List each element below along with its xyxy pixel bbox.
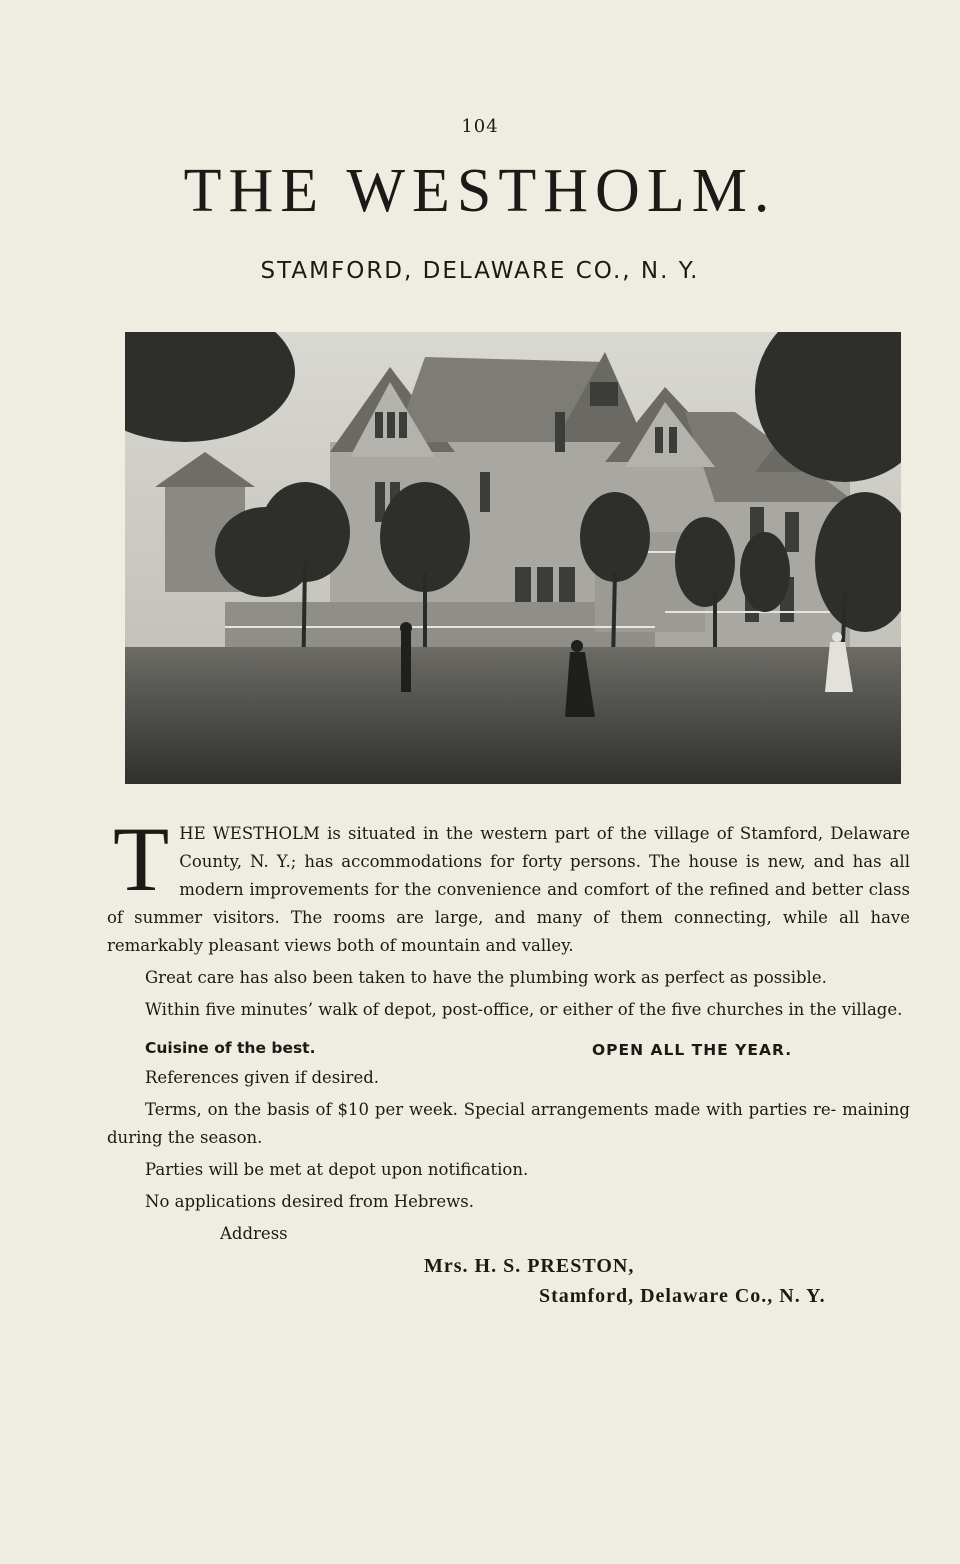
hotel-photograph bbox=[125, 332, 901, 784]
address-name: Mrs. H. S. PRESTON, bbox=[424, 1255, 635, 1277]
cuisine-open-row bbox=[107, 1030, 910, 1060]
page-subtitle: STAMFORD, DELAWARE CO., N. Y. bbox=[260, 258, 700, 284]
address-label: Address bbox=[220, 1224, 288, 1243]
address-place: Stamford, Delaware Co., N. Y. bbox=[539, 1285, 826, 1307]
page-title: THE WESTHOLM. bbox=[183, 157, 777, 225]
plumbing-paragraph: Great care has also been taken to have the plumbing work as perfect as possible. bbox=[145, 968, 827, 987]
applications-paragraph: No applications desired from Hebrews. bbox=[145, 1192, 474, 1211]
body-text bbox=[107, 808, 910, 1310]
intro-paragraph bbox=[107, 808, 910, 960]
page-number: 104 bbox=[461, 116, 499, 137]
location-paragraph: Within five minutes’ walk of depot, post-office, or either of the five churches in the village. bbox=[145, 1000, 903, 1019]
terms-paragraph: Terms, on the basis of $10 per week. Special arrangements made with parties re- maining during the season. bbox=[107, 1100, 910, 1147]
open-all-year-note: OPEN ALL THE YEAR. bbox=[592, 1041, 793, 1059]
cuisine-note: Cuisine of the best. bbox=[145, 1039, 316, 1057]
references-paragraph: References given if desired. bbox=[145, 1068, 380, 1087]
intro-text: HE WESTHOLM is situated in the western part of the village of Stamford, Delaware County, N. Y.; has accommodations for forty persons. The house is new, and has all modern improvements for the convenience and comfort of the refined and better class of summer visitors. The rooms are large, and many of them connecting, while all have remarkably pleasant views both of mountain and valley. bbox=[107, 824, 910, 955]
hotel-photo-illustration bbox=[125, 332, 901, 784]
drop-cap: T bbox=[113, 808, 170, 910]
depot-paragraph: Parties will be met at depot upon notification. bbox=[145, 1160, 529, 1179]
